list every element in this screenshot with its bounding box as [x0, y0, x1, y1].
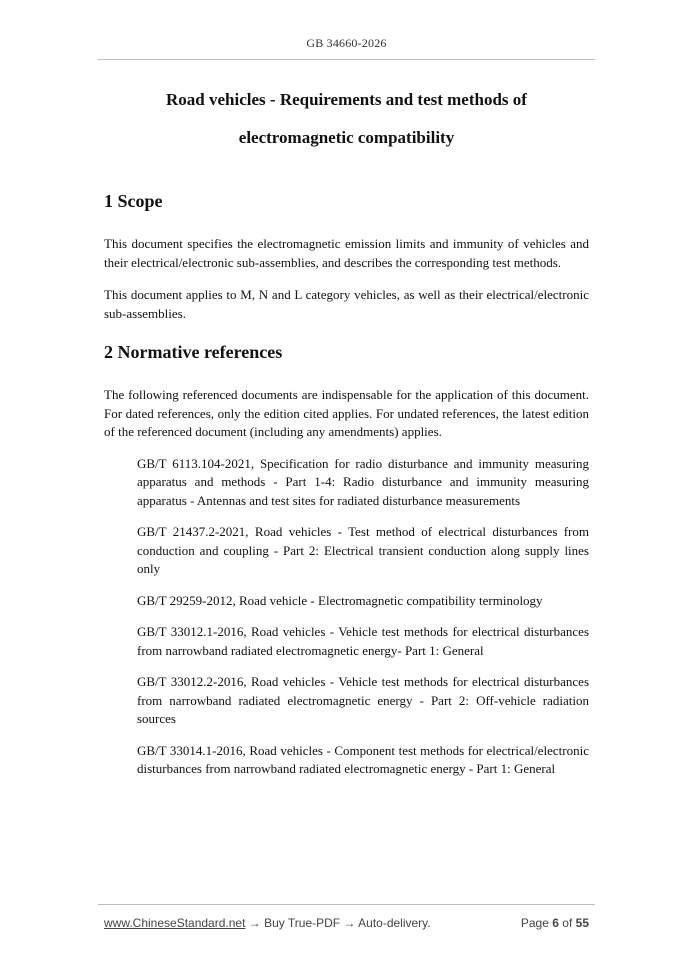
buy-pdf-text: Buy True-PDF: [264, 916, 341, 930]
document-title: [104, 81, 589, 157]
scope-heading: 1 Scope: [104, 191, 163, 211]
footer-divider: [98, 904, 595, 905]
site-link[interactable]: www.ChineseStandard.net: [104, 916, 246, 930]
current-page: 6: [552, 916, 559, 930]
arrow-right-icon: →: [245, 916, 265, 930]
footer-promo: [104, 916, 431, 930]
title-line-2: electromagnetic compatibility: [238, 128, 455, 147]
scope-paragraph-1: This document specifies the electromagnetic emission limits and immunity of vehicles and their electrical/electronic sub-assemblies, and describes the corresponding test methods.: [104, 236, 589, 270]
reference-item: GB/T 33014.1-2016, Road vehicles - Component test methods for electrical/electronic disturbances from narrowband radiated electromagnetic energy - Part 1: General: [137, 742, 589, 776]
reference-item: GB/T 33012.2-2016, Road vehicles - Vehicle test methods for electrical disturbances from narrowband radiated electromagnetic energy - Part 2: Off-vehicle radiation sources: [137, 674, 589, 726]
auto-delivery-text: Auto-delivery.: [358, 916, 431, 930]
reference-list: [104, 455, 589, 779]
document-body: [104, 186, 589, 779]
scope-paragraph-2: This document applies to M, N and L category vehicles, as well as their electrical/electronic sub-assemblies.: [104, 287, 589, 321]
page-of-label: of: [562, 916, 573, 930]
page-indicator: [521, 916, 589, 930]
normative-references-heading: 2 Normative references: [104, 342, 283, 362]
document-number-header: GB 34660-2026: [306, 36, 387, 50]
total-pages: 55: [575, 916, 589, 930]
normative-references-intro: The following referenced documents are indispensable for the application of this document. For dated references, only the edition cited applies. For undated references, the latest edition of the referenced document (including any amendments) applies.: [104, 387, 589, 439]
reference-item: GB/T 6113.104-2021, Specification for radio disturbance and immunity measuring apparatus and methods - Part 1-4: Radio disturbance and immunity measuring apparatus - Antennas and test sites for radiated disturbance measurements: [137, 455, 589, 508]
reference-item: GB/T 21437.2-2021, Road vehicles - Test method of electrical disturbances from conduction and coupling - Part 2: Electrical transient conduction along supply lines only: [137, 524, 589, 576]
reference-item: GB/T 29259-2012, Road vehicle - Electromagnetic compatibility terminology: [137, 592, 543, 608]
reference-item: GB/T 33012.1-2016, Road vehicles - Vehicle test methods for electrical disturbances from narrowband radiated electromagnetic energy- Part 1: General: [137, 624, 589, 658]
header-divider: [98, 59, 595, 60]
page-label: Page: [520, 916, 549, 930]
title-line-1: Road vehicles - Requirements and test methods of: [166, 90, 527, 109]
arrow-right-icon: →: [340, 916, 359, 930]
